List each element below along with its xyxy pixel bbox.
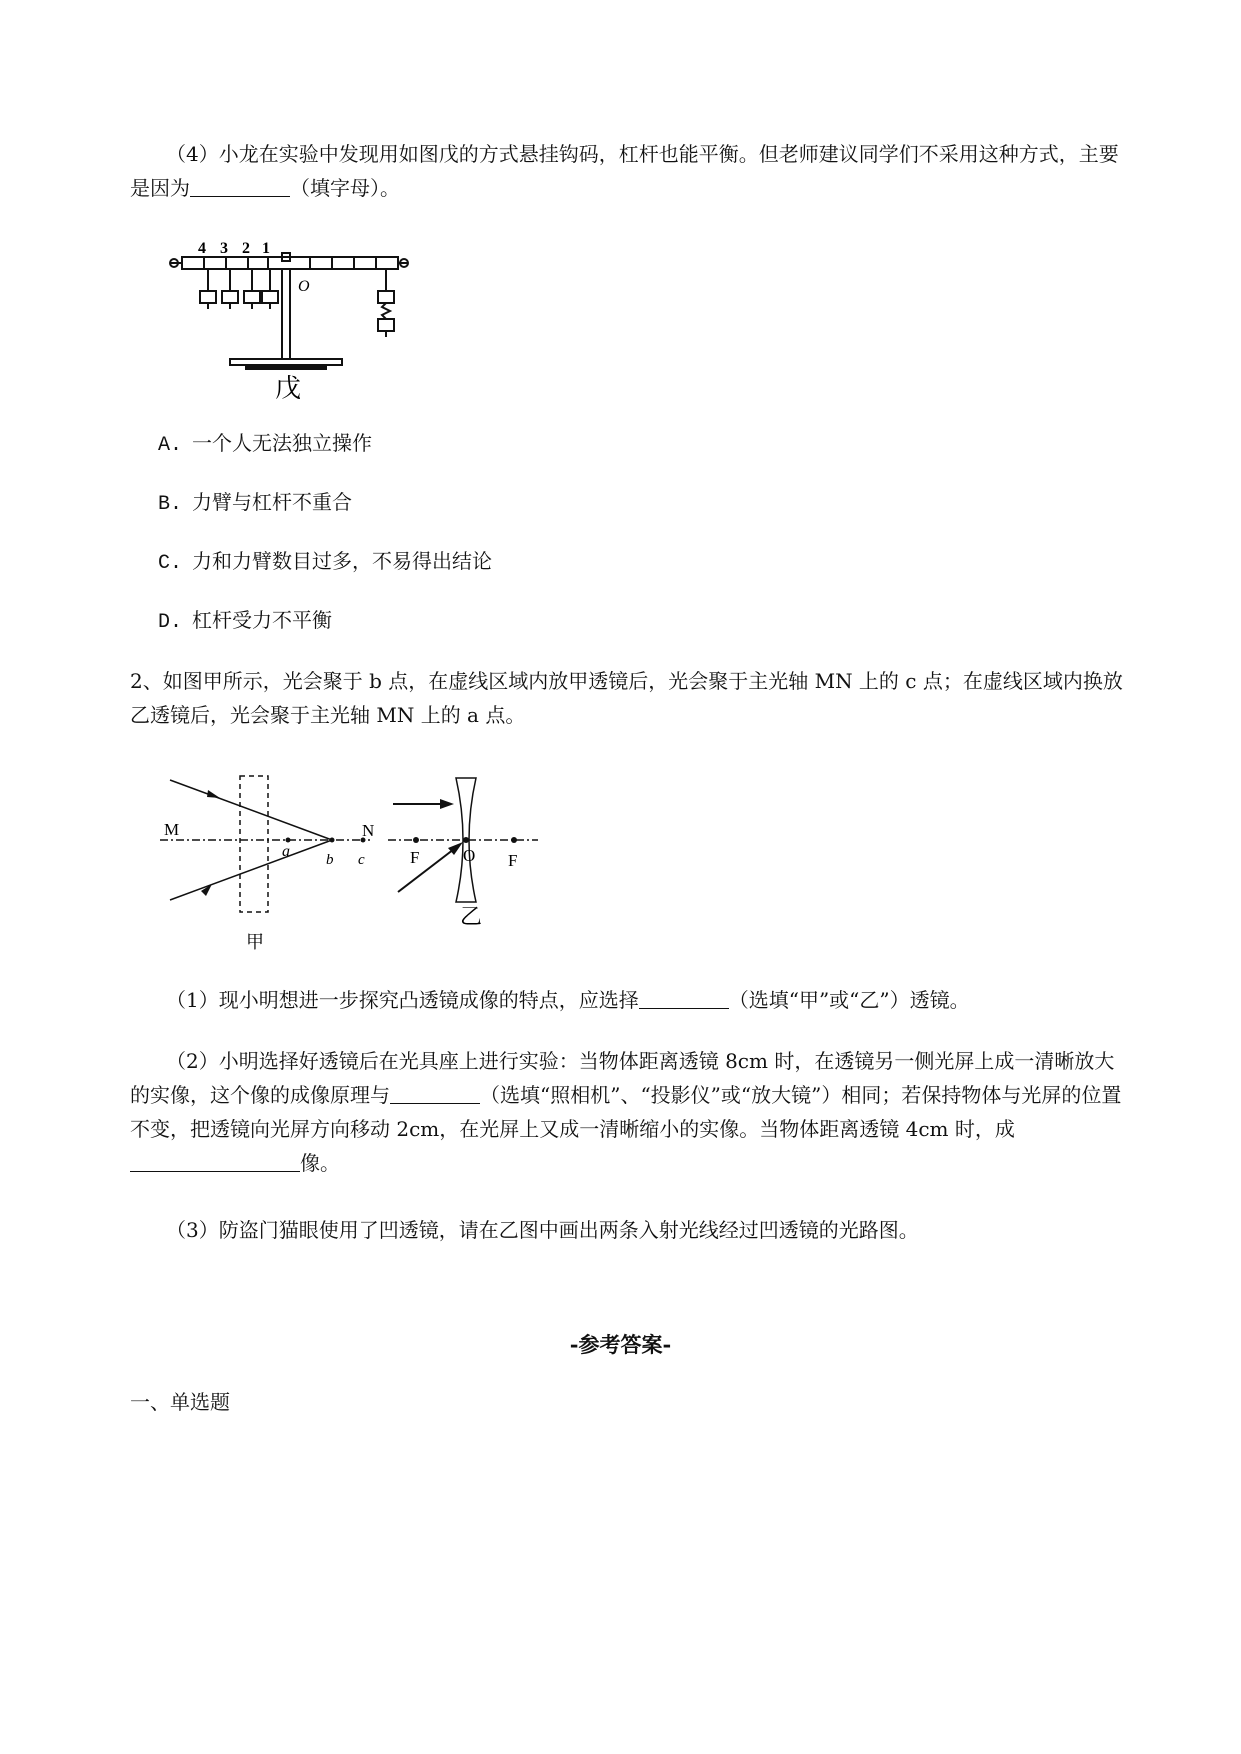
answers-section: 一、单选题 (130, 1390, 230, 1414)
answer-blank-part1[interactable] (639, 986, 729, 1009)
lever-stand (230, 269, 342, 369)
q2-stem: 2、如图甲所示，光会聚于 b 点，在虚线区域内放甲透镜后，光会聚于主光轴 MN 上的 c 点；在虚线区域内换放乙透镜后，光会聚于主光轴 MN 上的 a 点。 (130, 669, 1123, 727)
right-weights (378, 269, 394, 337)
dashed-lens-area (240, 776, 268, 912)
figure-jia (160, 770, 390, 955)
option-c[interactable]: C. 力和力臂数目过多，不易得出结论 (158, 549, 493, 575)
label-O: O (463, 846, 476, 865)
lever-number-2: 2 (242, 240, 250, 257)
label-c: c (358, 852, 365, 868)
option-d[interactable]: D. 杠杆受力不平衡 (158, 608, 333, 634)
answer-blank-part2b[interactable] (130, 1149, 300, 1172)
lever-figure (160, 235, 420, 405)
lower-ray (170, 840, 332, 900)
label-b: b (326, 852, 334, 868)
focus-right (511, 837, 517, 843)
label-N: N (362, 821, 375, 840)
answer-blank[interactable] (190, 174, 290, 197)
point-a (286, 838, 291, 843)
option-b[interactable]: B. 力臂与杠杆不重合 (158, 490, 353, 516)
pivot-label: O (298, 278, 310, 295)
q2-part1: （1）现小明想进一步探究凸透镜成像的特点，应选择 （选填“甲”或“乙”）透镜。 (166, 988, 970, 1012)
figure-yi (388, 770, 548, 930)
q1-part4-text: （4）小龙在实验中发现用如图戊的方式悬挂钩码，杠杆也能平衡。但老师建议同学们不采用这种方式，主要是因为 （填字母）。 (130, 142, 1119, 200)
figure-yi-caption: 乙 (459, 904, 483, 929)
label-a: a (282, 843, 290, 860)
lever-number-4: 4 (198, 240, 206, 257)
answers-title: -参考答案- (569, 1332, 672, 1357)
upper-ray-arrow (207, 790, 220, 798)
label-F-right: F (508, 851, 518, 870)
lever-numbers (198, 240, 270, 257)
q2-part2: （2）小明选择好透镜后在光具座上进行实验：当物体距离透镜 8cm 时，在透镜另一侧光屏上成一清晰放大的实像，这个像的成像原理与 （选填“照相机”、“投影仪”或“放大镜”）相同；若保持物体与光屏的位置不变，把透镜向光屏方向移动 2cm，在光屏上又成一清晰缩小的实像。当物体距离透镜 4cm 时，成像。 (130, 1049, 1122, 1175)
lever-number-3: 3 (220, 240, 228, 257)
oblique-ray (398, 846, 458, 892)
option-a[interactable]: A. 一个人无法独立操作 (158, 431, 373, 457)
q2-part3: （3）防盗门猫眼使用了凹透镜，请在乙图中画出两条入射光线经过凹透镜的光路图。 (166, 1218, 919, 1242)
focus-left (413, 837, 419, 843)
left-weights (200, 269, 278, 309)
answer-blank-part2a[interactable] (390, 1081, 480, 1104)
point-b (330, 838, 335, 843)
optical-center (463, 837, 469, 843)
figure-wu-caption: 戊 (274, 374, 302, 403)
lever-number-1: 1 (262, 240, 270, 257)
parallel-ray-arrow (440, 799, 454, 809)
label-F-left: F (410, 848, 420, 867)
label-M: M (164, 820, 180, 839)
upper-ray (170, 780, 332, 840)
figure-jia-caption: 甲 (246, 932, 264, 952)
